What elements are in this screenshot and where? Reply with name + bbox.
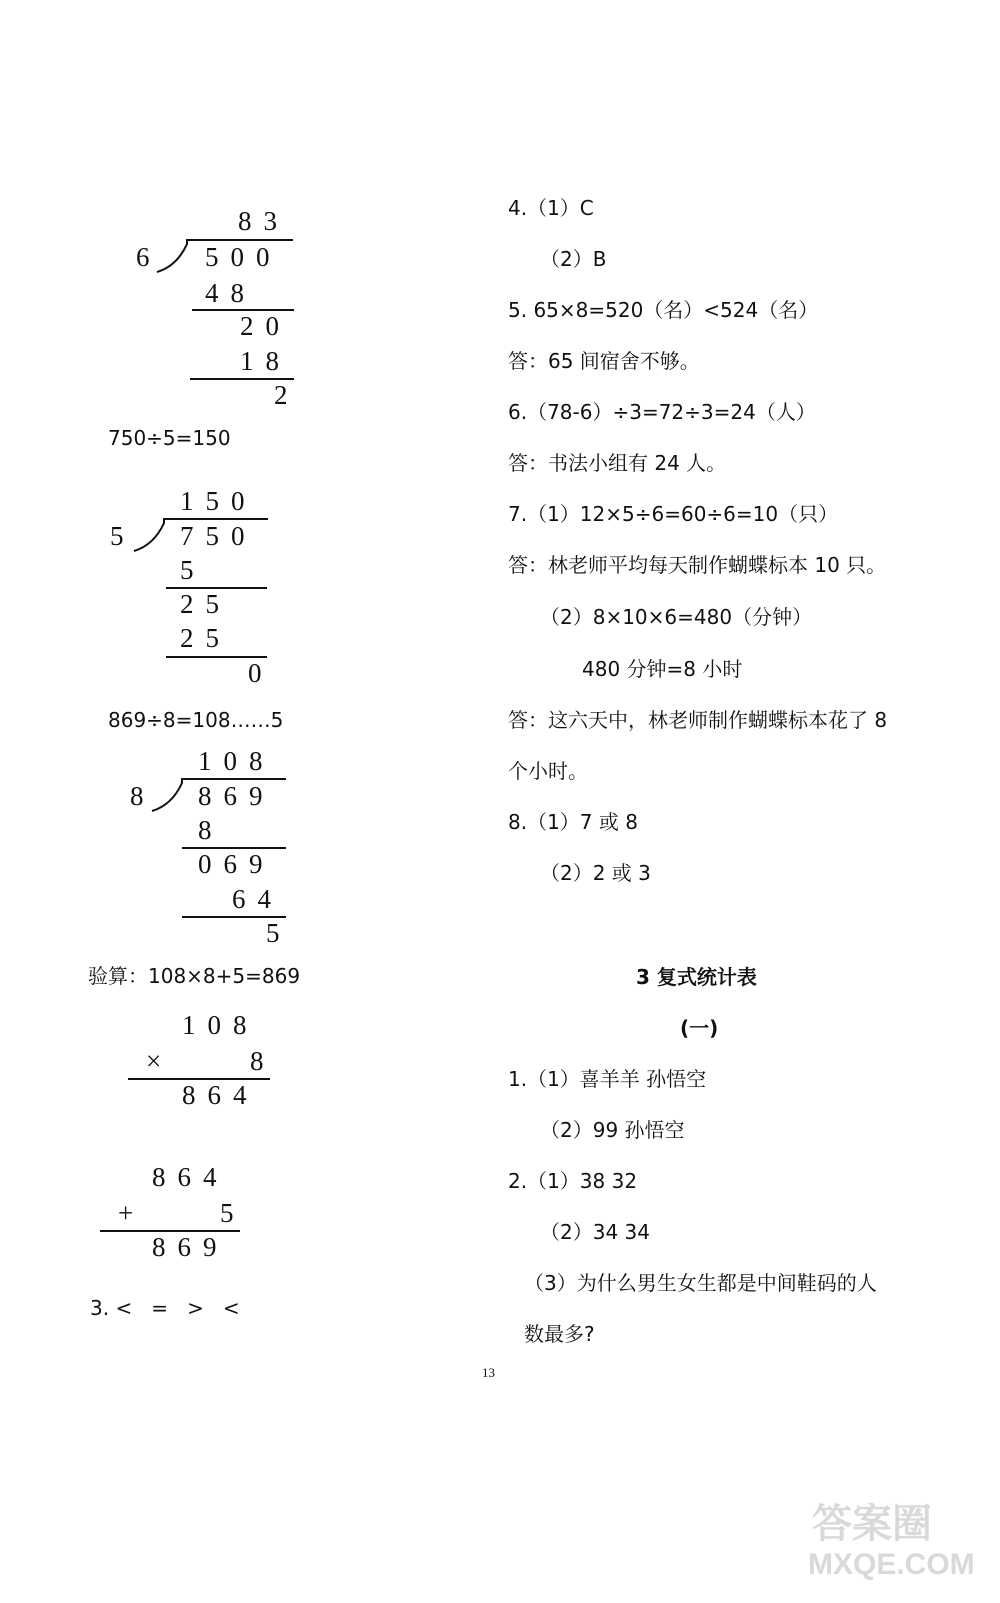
watermark-top: 答案圈 [812,1502,932,1546]
step-product: 64 [232,884,283,914]
times-sign: × [146,1046,174,1076]
step-product: 18 [240,346,291,376]
divisor: 5 [110,521,136,551]
answer-7-2-conclusion: 答：这六天中，林老师制作蝴蝶标本花了 8 [508,708,888,732]
table-answer-2-3: （3）为什么男生女生都是中间鞋码的人 [524,1271,877,1295]
table-answer-2-2: （2）34 34 [540,1220,650,1244]
step-remainder: 20 [240,311,291,341]
table-answer-1-2: （2）99 孙悟空 [540,1118,685,1142]
multiplier: 8 [250,1046,276,1076]
section-title: 3 复式统计表 [636,965,757,989]
equation-750: 750÷5=150 [108,426,231,450]
sum: 869 [152,1232,229,1262]
answer-7-1-conclusion: 答：林老师平均每天制作蝴蝶标本 10 只。 [508,553,887,577]
answer-4-2: （2）B [540,247,607,271]
step-product: 48 [205,278,256,308]
answer-4-1: 4.（1）C [508,196,594,220]
product: 864 [182,1080,259,1110]
answer-7-1: 7.（1）12×5÷6=60÷6=10（只） [508,502,839,526]
section-subtitle: (一) [680,1016,719,1040]
dividend: 869 [198,781,275,811]
divisor: 6 [136,242,162,272]
dividend: 500 [205,242,282,272]
question-3: 3. < = > < [90,1296,240,1320]
multiplicand: 108 [182,1010,259,1040]
final-remainder: 2 [274,380,300,410]
equation-869: 869÷8=108……5 [108,708,284,732]
watermark-bottom: MXQE.COM [808,1548,975,1581]
answer-7-2-conversion: 480 分钟=8 小时 [582,657,743,681]
quotient: 108 [198,746,275,776]
check-equation: 验算：108×8+5=869 [88,964,301,988]
step-product: 25 [180,623,231,653]
step-remainder: 25 [180,589,231,619]
answer-5-conclusion: 答：65 间宿舍不够。 [508,349,700,373]
table-answer-2-1: 2.（1）38 32 [508,1169,638,1193]
page-number: 13 [482,1365,495,1380]
augend: 864 [152,1162,229,1192]
quotient: 150 [180,486,257,516]
step-product: 8 [198,815,224,845]
quotient: 83 [238,206,289,236]
answer-6-conclusion: 答：书法小组有 24 人。 [508,451,727,475]
step-remainder: 069 [198,849,275,879]
step-product: 5 [180,555,206,585]
table-answer-2-3-cont: 数最多? [524,1322,595,1346]
final-remainder: 5 [266,918,292,948]
table-answer-1-1: 1.（1）喜羊羊 孙悟空 [508,1067,707,1091]
answer-7-2: （2）8×10×6=480（分钟） [540,605,813,629]
answer-7-2-conclusion-cont: 个小时。 [508,759,588,783]
divisor: 8 [130,781,156,811]
addend: 5 [220,1198,246,1228]
answer-6: 6.（78-6）÷3=72÷3=24（人） [508,400,816,424]
plus-sign: + [118,1198,146,1228]
answer-8-1: 8.（1）7 或 8 [508,810,638,834]
answer-8-2: （2）2 或 3 [540,861,651,885]
final-remainder: 0 [248,658,274,688]
dividend: 750 [180,521,257,551]
answer-5: 5. 65×8=520（名）<524（名） [508,298,819,322]
